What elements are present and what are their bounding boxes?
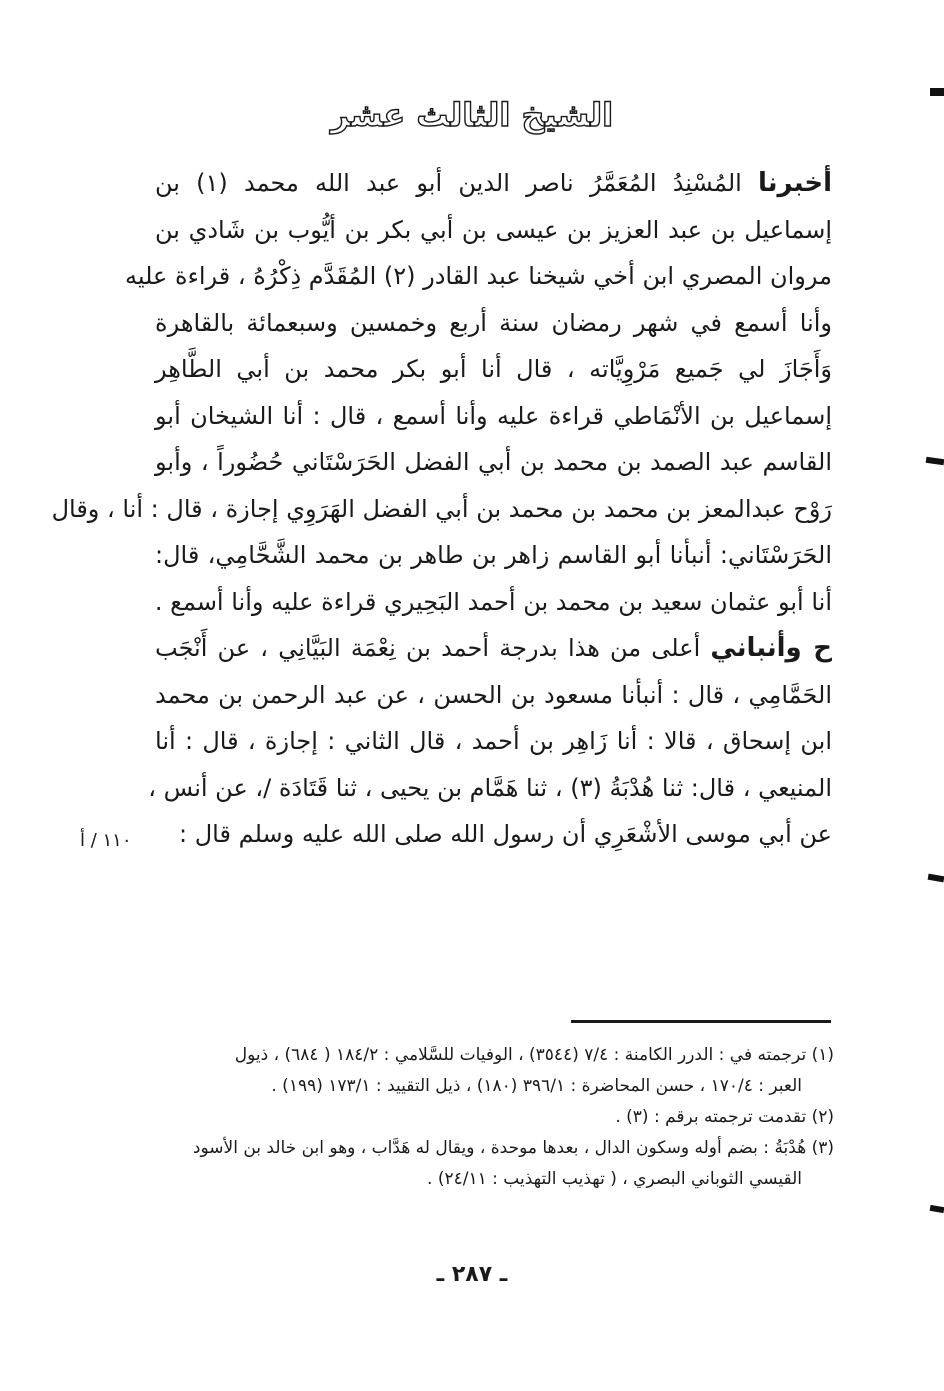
text-line: إسماعيل بن عبد العزيز بن عيسى بن أبي بكر بن أيُّوب بن شَادي بن <box>155 215 832 244</box>
text-line: المنيعي ، قال: ثنا هُدْبَةُ (٣) ، ثنا هَمَّام بن يحيى ، ثنا قَتَادَة /، عن أنس ، <box>148 773 832 802</box>
scan-edge-mark <box>930 1205 944 1213</box>
text-line: أنا أبو عثمان سعيد بن محمد بن أحمد البَحِيري قراءة عليه وأنا أسمع . <box>154 587 832 616</box>
line-text: المُسْنِدُ المُعَمَّرُ ناصر الدين أبو عبد الله محمد (١) بن <box>155 169 759 197</box>
lead-word: أخبرنا <box>758 168 832 198</box>
text-line <box>155 160 832 207</box>
footnote-line: العبر : ١٧٠/٤ ، حسن المحاضرة : ٣٩٦/١ (١٨٠) ، ذيل التقييد : ١٧٣/١ (١٩٩) . <box>271 1076 802 1096</box>
lead-word: ح وأنباني <box>710 633 832 663</box>
scan-edge-mark <box>928 874 944 883</box>
text-line: ابن إسحاق ، قالا : أنا زَاهِر بن أحمد ، قال الثاني : إجازة ، قال : أنا <box>155 727 832 755</box>
text-line: رَوْح عبدالمعز بن محمد بن محمد بن أبي الفضل الهَرَوِي إجازة ، قال : أنا ، وقال <box>51 494 832 523</box>
footnote-line: القيسي الثوباني البصري ، ( تهذيب التهذيب : ٢٤/١١) . <box>427 1169 802 1189</box>
margin-folio-note: ١١٠ / أ <box>80 830 132 851</box>
text-line: الحَمَّامِي ، قال : أنبأنا مسعود بن الحسن ، عن عبد الرحمن بن محمد <box>155 680 832 709</box>
scan-edge-mark <box>930 88 944 96</box>
text-line <box>155 625 832 672</box>
page-number: ـ ٢٨٧ ـ <box>436 1262 508 1287</box>
line-text: أعلى من هذا بدرجة أحمد بن نِعْمَة البَيَّانِي ، عن أَنْجَب <box>155 634 711 662</box>
text-line: وأنا أسمع في شهر رمضان سنة أربع وخمسين وسبعمائة بالقاهرة <box>155 308 832 337</box>
footnote-line: (٢) تقدمت ترجمته برقم : (٣) . <box>615 1107 834 1127</box>
text-line: القاسم عبد الصمد بن محمد بن أبي الفضل الحَرَسْتَاني حُضُوراً ، وأبو <box>155 448 832 476</box>
page-title: الشيخ الثالث عشر <box>330 96 614 134</box>
scan-edge-mark <box>926 457 944 465</box>
footnote-divider <box>571 1020 831 1023</box>
text-line: وَأَجَازَ لي جَميع مَرْوِيَّاته ، قال أنا أبو بكر محمد بن أبي الطَّاهِر <box>155 355 832 383</box>
text-line: عن أبي موسى الأشْعَرِي أن رسول الله صلى الله عليه وسلم قال : <box>179 820 832 848</box>
footnote-line: (١) ترجمته في : الدرر الكامنة : ٧/٤ (٣٥٤٤) ، الوفيات للسَّلامي : ١٨٤/٢ ( ٦٨٤) ، ذيول <box>234 1045 834 1065</box>
text-line: إسماعيل بن الأنْمَاطي قراءة عليه وأنا أسمع ، قال : أنا الشيخان أبو <box>155 401 832 430</box>
footnote-line: (٣) هُدْبَةُ : بضم أوله وسكون الدال ، بعدها موحدة ، ويقال له هَدَّاب ، وهو ابن خالد بن الأسود <box>192 1138 834 1158</box>
footnotes <box>155 1040 834 1195</box>
text-line: الحَرَسْتَاني: أنبأنا أبو القاسم زاهر بن طاهر بن محمد الشَّحَّامِي، قال: <box>155 541 832 569</box>
text-line: مروان المصري ابن أخي شيخنا عبد القادر (٢) المُقَدَّم ذِكْرُهُ ، قراءة عليه <box>125 262 832 290</box>
